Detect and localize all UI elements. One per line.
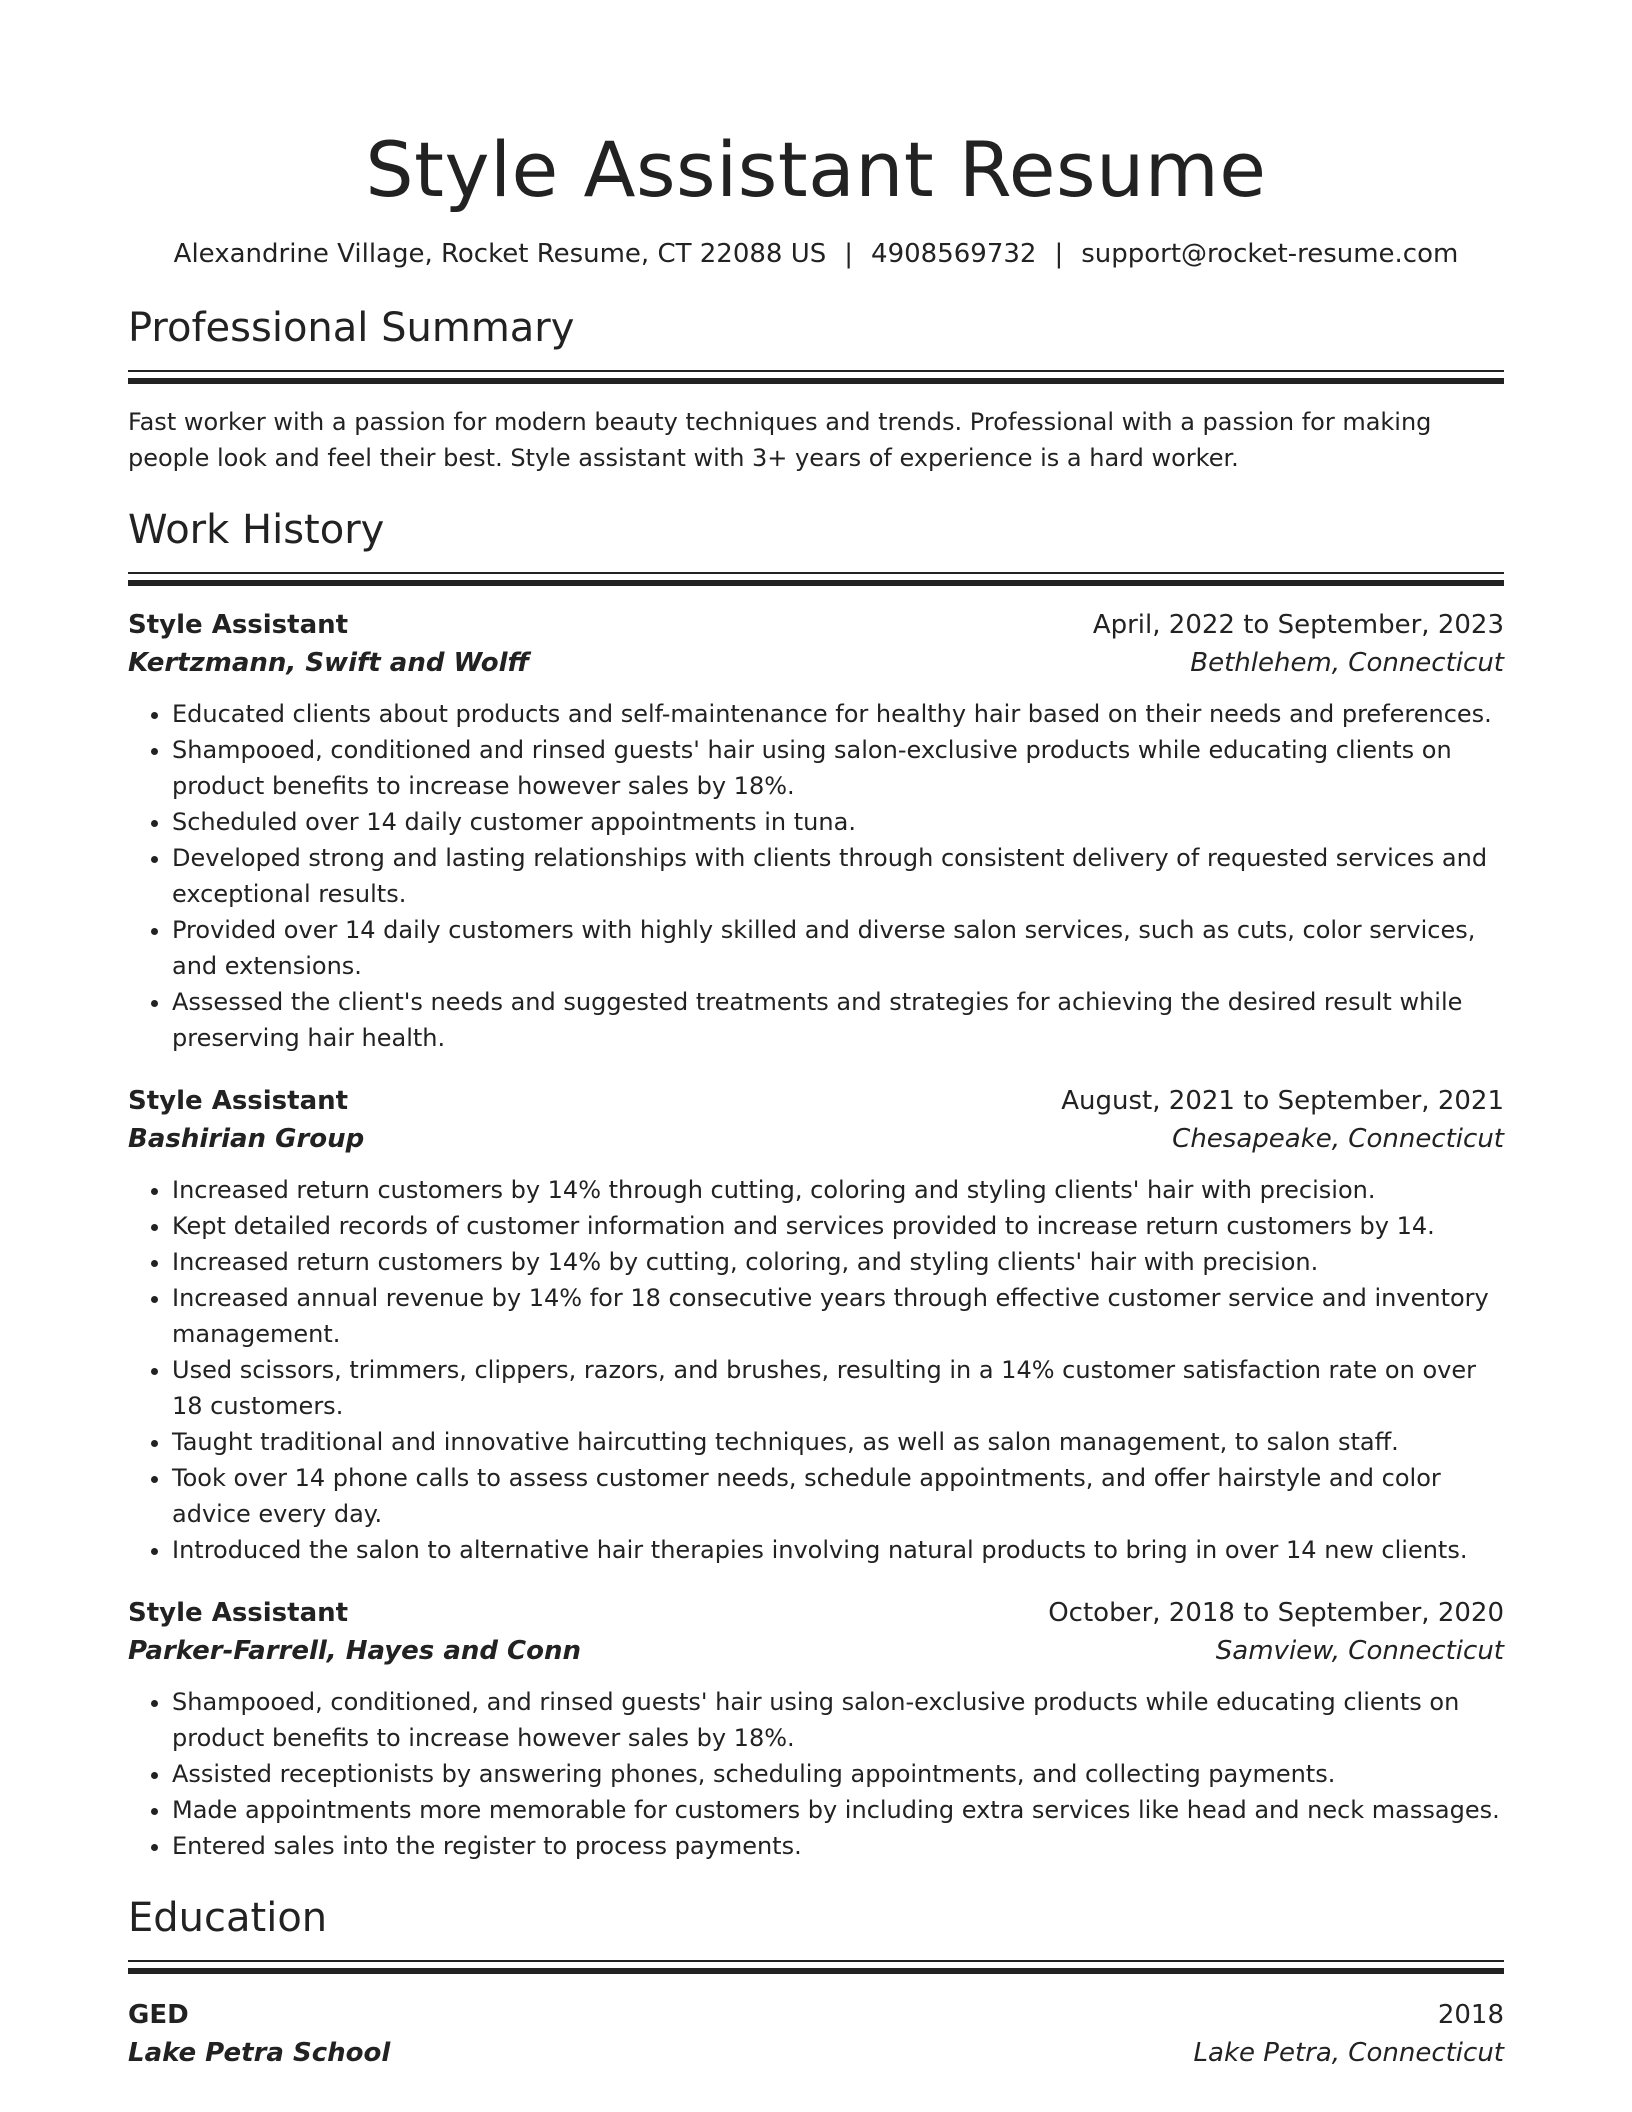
- job-title: Style Assistant: [128, 1598, 349, 1628]
- job-dates: October, 2018 to September, 2020: [1048, 1598, 1504, 1628]
- job-subheader-row: [128, 1120, 1504, 1158]
- job-bullet: • Developed strong and lasting relationships with clients through consistent delivery of requested services and exceptional results.: [172, 840, 1504, 912]
- section-heading-work-history: Work History: [128, 507, 385, 553]
- contact-separator: |: [844, 239, 854, 269]
- job-bullet: • Shampooed, conditioned and rinsed guests' hair using salon-exclusive products while educating clients on product benefits to increase however sales by 18%.: [172, 732, 1504, 804]
- section-divider: [128, 370, 1504, 384]
- job-bullet: • Used scissors, trimmers, clippers, razors, and brushes, resulting in a 14% customer satisfaction rate on over 18 customers.: [172, 1352, 1504, 1424]
- job-header-row: [128, 1082, 1504, 1120]
- contact-email[interactable]: support@rocket-resume.com: [1081, 239, 1459, 269]
- job-subheader-row: [128, 644, 1504, 682]
- section-divider: [128, 572, 1504, 586]
- job-bullet: • Kept detailed records of customer information and services provided to increase return customers by 14.: [172, 1208, 1504, 1244]
- job-bullet: • Entered sales into the register to process payments.: [172, 1828, 1504, 1864]
- job-entry: [128, 606, 1504, 1056]
- contact-line: [128, 236, 1504, 272]
- job-bullet: • Assessed the client's needs and suggested treatments and strategies for achieving the desired result while preserving hair health.: [172, 984, 1504, 1056]
- job-header-row: [128, 1594, 1504, 1632]
- education-degree: GED: [128, 2000, 189, 2030]
- education-section: [128, 1892, 1504, 2072]
- job-company: Parker-Farrell, Hayes and Conn: [128, 1636, 582, 1666]
- job-company: Bashirian Group: [128, 1124, 365, 1154]
- job-location: Samview, Connecticut: [1215, 1636, 1504, 1666]
- job-bullet: • Introduced the salon to alternative hair therapies involving natural products to bring in over 14 new clients.: [172, 1532, 1504, 1568]
- job-bullet: • Taught traditional and innovative haircutting techniques, as well as salon management, to salon staff.: [172, 1424, 1504, 1460]
- job-location: Bethlehem, Connecticut: [1190, 648, 1504, 678]
- job-bullet: • Made appointments more memorable for customers by including extra services like head and neck massages.: [172, 1792, 1504, 1828]
- job-bullet: • Increased return customers by 14% by cutting, coloring, and styling clients' hair with precision.: [172, 1244, 1504, 1280]
- education-location: Lake Petra, Connecticut: [1193, 2038, 1504, 2068]
- job-bullet: • Assisted receptionists by answering phones, scheduling appointments, and collecting payments.: [172, 1756, 1504, 1792]
- education-year: 2018: [1437, 2000, 1504, 2030]
- job-bullet: • Provided over 14 daily customers with highly skilled and diverse salon services, such as cuts, color services, and extensions.: [172, 912, 1504, 984]
- job-location: Chesapeake, Connecticut: [1172, 1124, 1504, 1154]
- section-heading-education: Education: [128, 1895, 328, 1941]
- job-bullet: • Shampooed, conditioned, and rinsed guests' hair using salon-exclusive products while educating clients on product benefits to increase however sales by 18%.: [172, 1684, 1504, 1756]
- job-bullets: [128, 696, 1504, 1056]
- job-bullets: [128, 1684, 1504, 1864]
- summary-section: [128, 302, 1504, 476]
- resume-title: Style Assistant Resume: [365, 125, 1267, 214]
- job-bullet: • Increased return customers by 14% through cutting, coloring and styling clients' hair with precision.: [172, 1172, 1504, 1208]
- education-entry: [128, 1996, 1504, 2072]
- work-history-section: [128, 504, 1504, 1864]
- job-header-row: [128, 606, 1504, 644]
- job-title: Style Assistant: [128, 1086, 349, 1116]
- job-company: Kertzmann, Swift and Wolff: [128, 648, 530, 678]
- section-heading-summary: Professional Summary: [128, 305, 575, 351]
- job-bullet: • Took over 14 phone calls to assess customer needs, schedule appointments, and offer hairstyle and color advice every day.: [172, 1460, 1504, 1532]
- summary-text: Fast worker with a passion for modern beauty techniques and trends. Professional with a passion for making people look and feel their best. Style assistant with 3+ years of experience is a hard worker.: [128, 408, 1432, 472]
- job-bullet: • Educated clients about products and self-maintenance for healthy hair based on their needs and preferences.: [172, 696, 1504, 732]
- job-title: Style Assistant: [128, 610, 349, 640]
- job-entry: [128, 1594, 1504, 1864]
- contact-separator: |: [1054, 239, 1064, 269]
- education-header-row: [128, 1996, 1504, 2034]
- job-bullet: • Scheduled over 14 daily customer appointments in tuna.: [172, 804, 1504, 840]
- job-dates: August, 2021 to September, 2021: [1061, 1086, 1504, 1116]
- contact-address: Alexandrine Village, Rocket Resume, CT 22088 US: [173, 239, 827, 269]
- education-school: Lake Petra School: [128, 2038, 391, 2068]
- contact-phone: 4908569732: [871, 239, 1037, 269]
- education-subheader-row: [128, 2034, 1504, 2072]
- section-divider: [128, 1960, 1504, 1974]
- job-bullet: • Increased annual revenue by 14% for 18 consecutive years through effective customer service and inventory management.: [172, 1280, 1504, 1352]
- job-subheader-row: [128, 1632, 1504, 1670]
- job-bullets: [128, 1172, 1504, 1568]
- job-entry: [128, 1082, 1504, 1568]
- job-dates: April, 2022 to September, 2023: [1092, 610, 1504, 640]
